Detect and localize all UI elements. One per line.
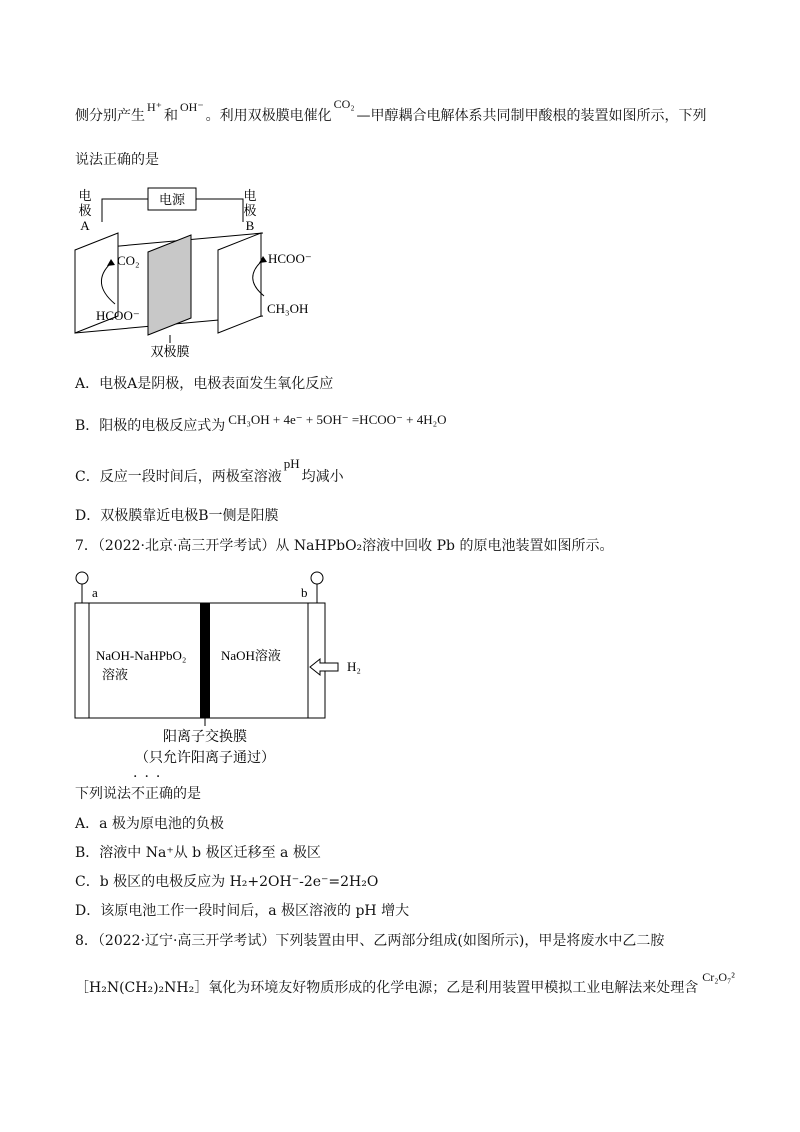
q6-intro-part1: 侧分别产生 bbox=[75, 108, 145, 124]
q6-intro-part2: 。利用双极膜电催化 bbox=[205, 108, 332, 124]
q6-intro-part3: —甲醇耦合电解体系共同制甲酸根的装置如图所示，下列 bbox=[356, 108, 707, 124]
label-a: a bbox=[92, 585, 98, 600]
q8-cr2o7: Cr₂O₇² bbox=[702, 970, 735, 984]
q6-option-c-prefix: C．反应一段时间后，两极室溶液 bbox=[75, 469, 282, 485]
q6-intro-line2: 说法正确的是 bbox=[75, 152, 159, 168]
terminal-b bbox=[311, 572, 323, 584]
co2: CO₂ bbox=[333, 97, 355, 111]
left-solution-label-2: 溶液 bbox=[102, 667, 129, 682]
q7-option-b: B．溶液中 Na⁺从 b 极区迁移至 a 极区 bbox=[75, 845, 321, 861]
ch3oh-label: CH₃OH bbox=[267, 301, 309, 316]
q7-option-a: A．a 极为原电池的负极 bbox=[75, 816, 224, 832]
q6-option-a: A．电极A是阴极，电极表面发生氧化反应 bbox=[75, 376, 334, 392]
q6-option-c-ph: pH bbox=[283, 456, 300, 471]
membrane-label-1: 阳离子交换膜 bbox=[163, 730, 247, 745]
electrode-b-plate bbox=[218, 233, 261, 333]
membrane-label-2: （只允许阳离子通过） bbox=[135, 751, 275, 766]
label-b: b bbox=[301, 585, 308, 600]
electrode-b-label-1: 电 bbox=[243, 188, 257, 203]
co2-label: CO₂ bbox=[117, 253, 140, 268]
hcoo-left-label: HCOO⁻ bbox=[96, 308, 140, 323]
left-solution-label-1: NaOH-NaHPbO₂ bbox=[96, 648, 187, 663]
q8-stem: 8．（2022·辽宁·高三开学考试）下列装置由甲、乙两部分组成(如图所示)，甲是将废水中乙二胺 bbox=[75, 933, 665, 949]
q6-option-b bbox=[75, 412, 447, 436]
h2-label: H₂ bbox=[347, 659, 361, 674]
q6-electrolysis-diagram bbox=[70, 180, 330, 360]
h-plus: H⁺ bbox=[147, 100, 162, 114]
q6-option-c-suffix: 均减小 bbox=[301, 469, 344, 485]
q8-line2-text: ［H₂N(CH₂)₂NH₂］氧化为环境友好物质形成的化学电源；乙是利用装置甲模拟工业电解法来处理含 bbox=[75, 980, 699, 996]
electrode-a-label-1: 电 bbox=[78, 188, 92, 203]
q7-option-c: C．b 极区的电极反应为 H₂+2OH⁻-2e⁻=2H₂O bbox=[75, 874, 379, 890]
q8-line2 bbox=[75, 970, 735, 998]
electrode-b-label-3: B bbox=[245, 218, 255, 233]
q6-option-b-formula: CH₃OH + 4e⁻ + 5OH⁻ =HCOO⁻ + 4H₂O bbox=[228, 412, 447, 427]
q7-stem: 7．（2022·北京·高三开学考试）从 NaHPbO₂溶液中回收 Pb 的原电池装置如图所示。 bbox=[75, 538, 614, 554]
right-solution-label: NaOH溶液 bbox=[221, 648, 281, 663]
power-label: 电源 bbox=[158, 192, 186, 207]
bipolar-membrane bbox=[148, 235, 191, 335]
membrane-label: 双极膜 bbox=[150, 344, 190, 359]
electrode-a-label-3: A bbox=[80, 218, 90, 233]
q6-option-b-prefix: B．阳极的电极反应式为 bbox=[75, 418, 226, 434]
q7-battery-diagram bbox=[70, 566, 370, 771]
q6-intro-line1 bbox=[75, 97, 707, 126]
terminal-a bbox=[76, 572, 88, 584]
oh-minus: OH⁻ bbox=[180, 100, 204, 114]
q7-option-d: D．该原电池工作一段时间后，a 极区溶液的 pH 增大 bbox=[75, 903, 410, 919]
cation-exchange-membrane bbox=[200, 603, 210, 718]
q6-option-c bbox=[75, 456, 344, 487]
q6-option-d: D．双极膜靠近电极B一侧是阳膜 bbox=[75, 508, 279, 524]
electrode-a-label-2: 极 bbox=[78, 203, 92, 218]
q7-question: 下列说法不正确的是 bbox=[75, 786, 201, 802]
emphasis-dots: ··· bbox=[133, 769, 168, 785]
hcoo-right-label: HCOO⁻ bbox=[268, 251, 312, 266]
q6-and: 和 bbox=[164, 108, 178, 124]
electrode-b-label-2: 极 bbox=[243, 203, 257, 218]
